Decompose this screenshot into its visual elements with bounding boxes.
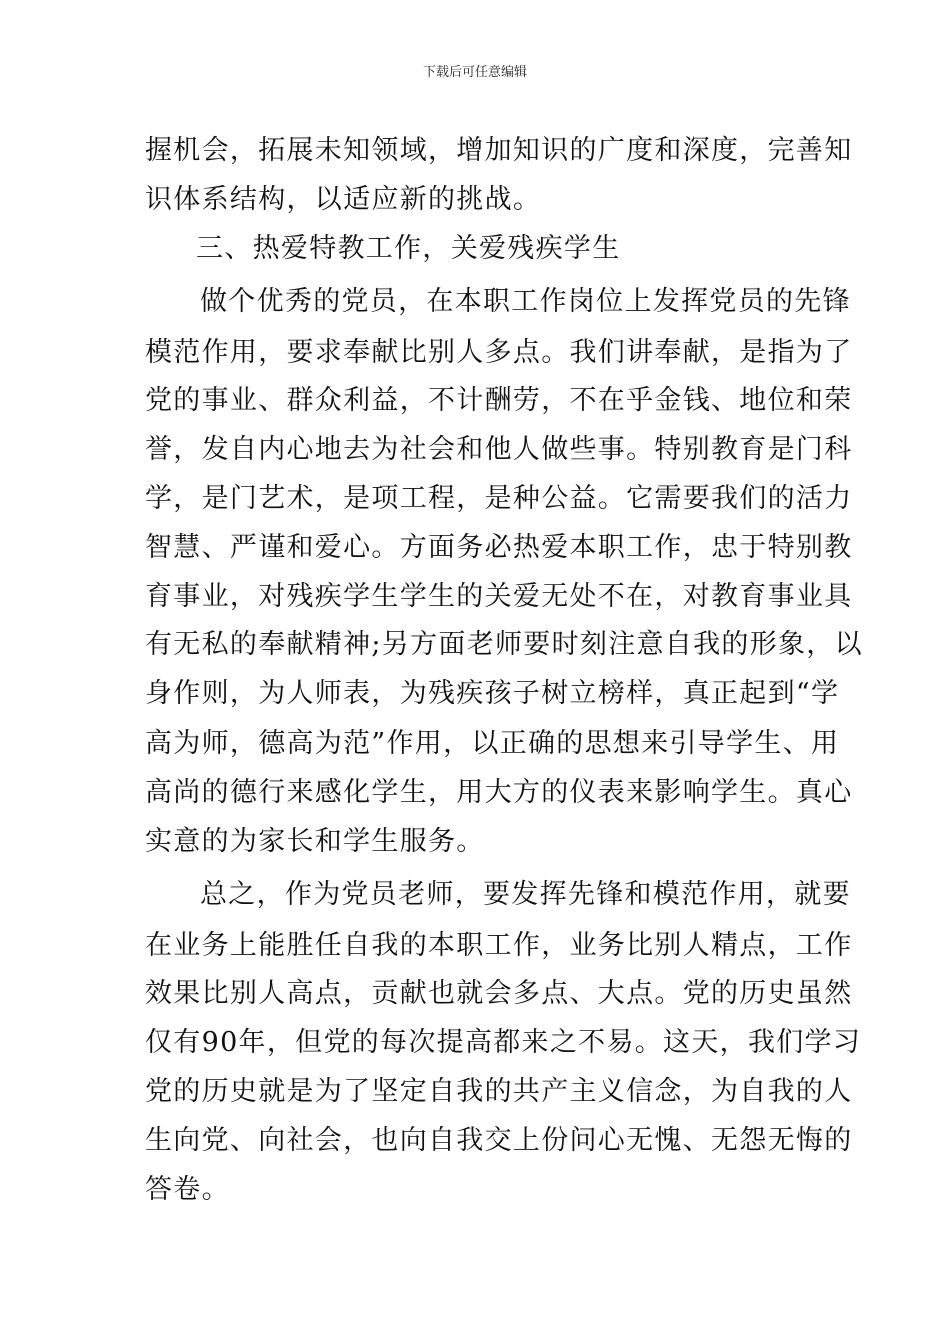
text-line: 党的事业、群众利益，不计酬劳，不在乎金钱、地位和荣 — [145, 385, 853, 416]
text-line: 誉，发自内心地去为社会和他人做些事。特别教育是门科 — [145, 434, 853, 465]
text-line: 生向党、向社会，也向自我交上份问心无愧、无怨无悔的 — [145, 1125, 853, 1156]
text-line: 育事业，对残疾学生学生的关爱无处不在，对教育事业具 — [145, 581, 853, 612]
text-line: 高尚的德行来感化学生，用大方的仪表来影响学生。真心 — [145, 777, 853, 808]
text-line: 仅有90年，但党的每次提高都来之不易。这天，我们学习 — [145, 1027, 862, 1058]
text-line: 答卷。 — [145, 1174, 230, 1205]
text-line: 效果比别人高点，贡献也就会多点、大点。党的历史虽然 — [145, 978, 853, 1009]
text-line: 做个优秀的党员，在本职工作岗位上发挥党员的先锋 — [200, 286, 851, 317]
text-line: 识体系结构，以适应新的挑战。 — [145, 184, 542, 215]
text-line: 模范作用，要求奉献比别人多点。我们讲奉献，是指为了 — [145, 337, 853, 368]
text-line: 学，是门艺术，是项工程，是种公益。它需要我们的活力 — [145, 483, 853, 514]
text-line: 党的历史就是为了坚定自我的共产主义信念，为自我的人 — [145, 1076, 853, 1107]
section-heading: 三、热爱特教工作，关爱残疾学生 — [196, 233, 621, 264]
text-line: 身作则，为人师表，为残疾孩子树立榜样，真正起到“学 — [145, 678, 840, 709]
text-line: 智慧、严谨和爱心。方面务必热爱本职工作，忠于特别教 — [145, 532, 853, 563]
text-line: 高为师，德高为范”作用，以正确的思想来引导学生、用 — [145, 728, 840, 759]
page-header: 下载后可任意编辑 — [422, 65, 527, 80]
text-line: 实意的为家长和学生服务。 — [145, 826, 485, 857]
text-line: 在业务上能胜任自我的本职工作，业务比别人精点，工作 — [145, 930, 853, 961]
text-line: 有无私的奉献精神;另方面老师要时刻注意自我的形象，以 — [145, 629, 863, 660]
text-line: 总之，作为党员老师，要发挥先锋和模范作用，就要 — [200, 879, 851, 910]
text-line: 握机会，拓展未知领域，增加知识的广度和深度，完善知 — [145, 135, 853, 166]
